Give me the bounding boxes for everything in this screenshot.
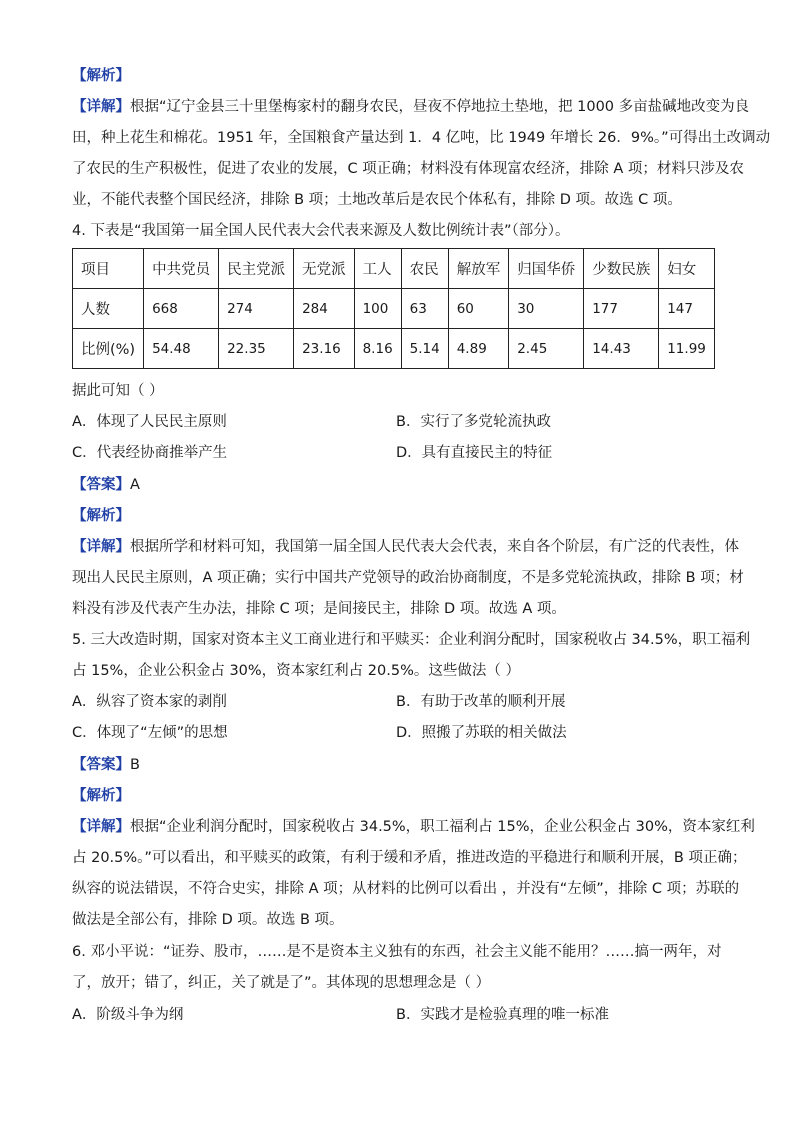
table-cell: 比例(%) [73,329,144,369]
detail-line: 占 20.5%。”可以看出，和平赎买的政策，有利于缓和矛盾，推进改造的平稳进行和顺利开展，B 项正确； [72,850,747,866]
answer-tag: 【答案】 [72,477,130,493]
table-cell: 284 [294,289,355,329]
detail-line: 业，不能代表整个国民经济，排除 B 项；土地改革后是农民个体私有，排除 D 项。故选 C 项。 [72,192,682,208]
table-cell: 11.99 [659,329,715,369]
option-b: B．实践才是检验真理的唯一标准 [396,1007,609,1023]
table-header-cell: 无党派 [294,249,355,289]
table-cell: 177 [584,289,659,329]
detail-line [72,537,739,557]
table-cell: 60 [448,289,509,329]
table-header-cell: 归国华侨 [509,249,584,289]
table-header-cell: 工人 [354,249,401,289]
question-stem: 6. 邓小平说：“证券、股市，……是不是资本主义独有的东西，社会主义能不能用？……搞一两年，对 [72,944,722,960]
table-cell: 63 [401,289,448,329]
table-cell: 5.14 [401,329,448,369]
table-cell: 30 [509,289,584,329]
table-cell: 147 [659,289,715,329]
table-header-cell: 项目 [73,249,144,289]
table-cell: 668 [144,289,219,329]
table-header-cell: 民主党派 [219,249,294,289]
table-row [73,289,715,329]
question-stem: 5. 三大改造时期，国家对资本主义工商业进行和平赎买：企业利润分配时，国家税收占 34.5%，职工福利 [72,632,751,648]
detail-tag: 【详解】 [72,539,130,555]
detail-line: 纵容的说法错误，不符合史实，排除 A 项；从材料的比例可以看出 ，并没有“左倾”，排除 C 项；苏联的 [72,881,740,897]
detail-line: 做法是全部公有，排除 D 项。故选 B 项。 [72,912,344,928]
table-cell: 23.16 [294,329,355,369]
question-stem: 占 15%，企业公积金占 30%，资本家红利占 20.5%。这些做法（ ） [72,663,520,679]
table-row [73,329,715,369]
detail-text: 根据“辽宁金县三十里堡梅家村的翻身农民，昼夜不停地拉土垫地，把 1000 多亩盐碱地改变为良 [130,99,750,115]
detail-line: 田，种上花生和棉花。1951 年，全国粮食产量达到 1．4 亿吨，比 1949 年增长 26．9%。”可得出土改调动 [72,130,771,146]
answer-tag: 【答案】 [72,757,130,773]
detail-text: 根据“企业利润分配时，国家税收占 34.5%，职工福利占 15%，企业公积金占 30%，资本家红利 [130,819,755,835]
option-a: A．阶级斗争为纲 [72,1007,184,1023]
table-cell: 274 [219,289,294,329]
detail-tag: 【详解】 [72,819,130,835]
analysis-heading: 【解析】 [72,788,130,804]
table-cell: 14.43 [584,329,659,369]
table-cell: 2.45 [509,329,584,369]
question-stem: 了，放开；错了，纠正，关了就是了”。其体现的思想理念是（ ） [72,975,491,991]
answer-line [72,475,140,495]
statistics-table [72,248,715,369]
detail-line [72,97,749,117]
table-header-cell: 解放军 [448,249,509,289]
option-c: C．体现了“左倾”的思想 [72,725,228,741]
table-header-cell: 妇女 [659,249,715,289]
option-a: A．体现了人民民主原则 [72,414,227,430]
answer-value: B [130,757,140,773]
option-a: A．纵容了资本家的剥削 [72,694,227,710]
detail-line: 了农民的生产积极性，促进了农业的发展，C 项正确；材料没有体现富农经济，排除 A 项；材料只涉及农 [72,161,744,177]
table-cell: 100 [354,289,401,329]
option-b: B．实行了多党轮流执政 [396,414,551,430]
analysis-heading: 【解析】 [72,68,130,84]
table-header-cell: 少数民族 [584,249,659,289]
question-prompt: 据此可知（ ） [72,383,164,399]
table-header-cell: 农民 [401,249,448,289]
answer-value: A [130,477,140,493]
detail-tag: 【详解】 [72,99,130,115]
question-stem: 4. 下表是“我国第一届全国人民代表大会代表来源及人数比例统计表”（部分）。 [72,223,570,239]
table-cell: 54.48 [144,329,219,369]
detail-line: 料没有涉及代表产生办法，排除 C 项；是间接民主，排除 D 项。故选 A 项。 [72,601,566,617]
option-b: B．有助于改革的顺利开展 [396,694,566,710]
table-cell: 人数 [73,289,144,329]
answer-line [72,755,140,775]
table-cell: 22.35 [219,329,294,369]
detail-line [72,817,755,837]
table-header-row [73,249,715,289]
analysis-heading: 【解析】 [72,508,130,524]
option-d: D．具有直接民主的特征 [396,445,553,461]
option-c: C．代表经协商推举产生 [72,445,228,461]
option-d: D．照搬了苏联的相关做法 [396,725,567,741]
detail-line: 现出人民民主原则，A 项正确；实行中国共产党领导的政治协商制度，不是多党轮流执政，排除 B 项；材 [72,570,744,586]
table-cell: 8.16 [354,329,401,369]
detail-text: 根据所学和材料可知，我国第一届全国人民代表大会代表，来自各个阶层，有广泛的代表性，体 [130,539,739,555]
table-header-cell: 中共党员 [144,249,219,289]
table-cell: 4.89 [448,329,509,369]
